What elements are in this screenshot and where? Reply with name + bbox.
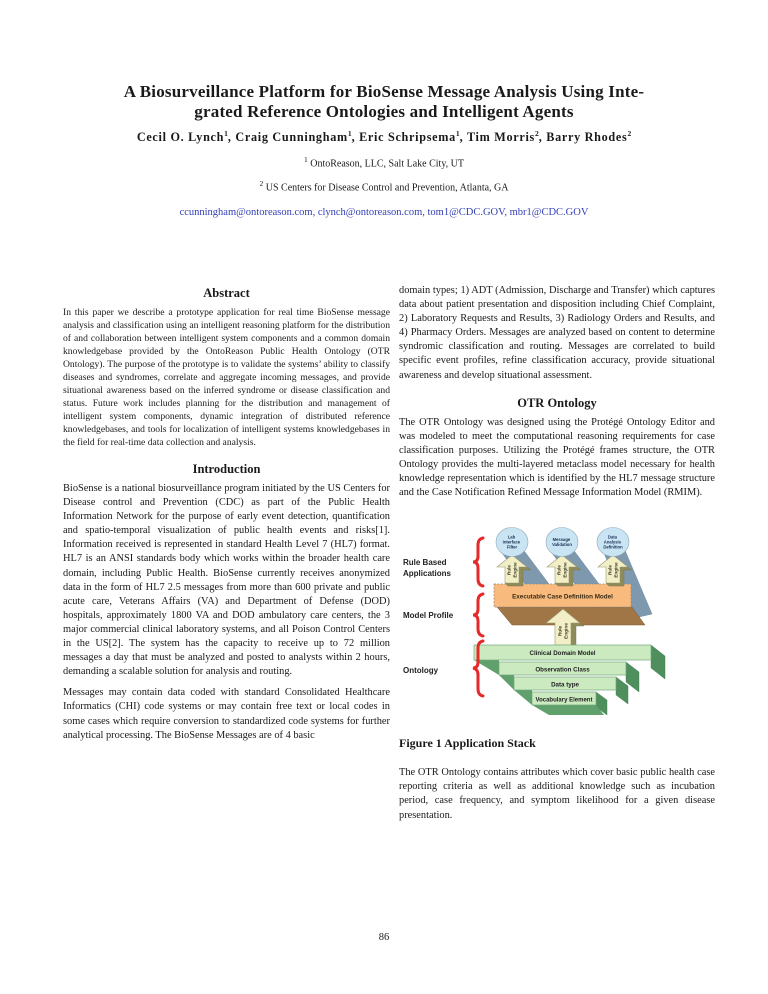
author-superscript: 1 <box>347 129 352 138</box>
application-stack-diagram <box>399 524 729 722</box>
otr-ontology-heading: OTR Ontology <box>517 395 597 410</box>
affiliation-line: $^1$ OntoReason, LLC, Salt Lake City, UT <box>303 155 465 170</box>
layer-label: Data type <box>551 681 579 689</box>
introduction-paragraph-2: Messages may contain data coded with standard Consolidated Healthcare Informatics (CHI) code systems or may contain free text or local codes in some cases which require conversion to standardized code systems for further analytical processing. The BioSense Messages are of 4 basic <box>63 687 390 741</box>
affiliation-line: $^2$ US Centers for Disease Control and Prevention, Atlanta, GA <box>259 179 509 194</box>
left-column <box>63 286 390 750</box>
author: Tim Morris$^2$, <box>466 129 547 145</box>
rule-based-applications-label: Rule Based Applications <box>403 558 452 579</box>
otr-ontology-paragraph: The OTR Ontology was designed using the Protégé Ontology Editor and was modeled to meet the computational reasoning requirements for case classification purposes. Utilizing the Protégé frames structure, the OTR Ontology provides the multi-layered metaclass model necessary for health knowledge representation which is identified by the HL7 message structure and the Case Notification Refined Message Information Model (RMIM). <box>399 416 715 499</box>
svg-text:Rule: Rule <box>556 565 562 576</box>
introduction-heading: Introduction <box>192 462 261 476</box>
svg-text:Engine: Engine <box>564 623 570 640</box>
ontology-label: Ontology <box>403 666 439 676</box>
page-header <box>0 82 768 218</box>
title-line-2: grated Reference Ontologies and Intelligent Agents <box>194 101 574 121</box>
otr-attributes-paragraph: The OTR Ontology contains attributes which cover basic public health case reporting criteria as well as additional knowledge such as incubation period, case frequency, and symptom likelihood for a given disease presentation. <box>399 767 715 821</box>
svg-text:Engine: Engine <box>613 562 619 578</box>
author-superscript: 1 <box>455 129 460 138</box>
layer-step <box>514 690 532 705</box>
svg-text:Rule: Rule <box>558 626 564 637</box>
author: Barry Rhodes$^2$ <box>546 129 632 145</box>
svg-text:Message Validation: Message Validation <box>552 537 572 548</box>
right-column <box>399 284 715 830</box>
svg-text:Engine: Engine <box>512 562 518 578</box>
svg-text:Data Analysis: Data Analysis Definition <box>603 534 623 550</box>
author-line <box>0 129 768 145</box>
title-line-1: A Biosurveillance Platform for BioSense Message Analysis Using Inte- <box>123 82 645 101</box>
application-stack-figure <box>399 524 715 751</box>
author: Eric Schripsema$^1$, <box>359 129 467 145</box>
balloon-lab-interface-filter <box>496 528 528 557</box>
balloon-message-validation <box>546 528 578 557</box>
page-number: 86 <box>378 932 390 943</box>
model-profile-label: Model Profile <box>403 611 454 621</box>
affiliation-superscript: 2 <box>259 179 264 189</box>
affiliation-superscript: 1 <box>303 155 308 165</box>
curly-brace-icon <box>473 594 483 636</box>
layer-label: Observation Class <box>535 666 590 674</box>
author-superscript: 1 <box>224 129 228 138</box>
svg-text:Rule: Rule <box>607 565 613 576</box>
paper-title <box>53 82 715 121</box>
svg-text:Engine: Engine <box>562 562 568 578</box>
author: Cecil O. Lynch$^1$, <box>136 129 236 145</box>
layer-step <box>499 675 514 690</box>
executable-bar-label: Executable Case Definition Model <box>512 593 613 601</box>
author-superscript: 2 <box>627 129 632 138</box>
abstract-body: In this paper we describe a prototype application for real time BioSense message analysis and classification using an intelligent reasoning platform for the distribution of and collaboration between intelligent system components and a common domain knowledgebase provided by the OntoReason Public Health Ontology (OTR Ontology). The purpose of the prototype is to validate the systems’ ability to classify diseases and syndromes, correlate and aggregate incoming messages, and provide situational awareness based on the inferred syndrome or disease classification and status. Future work includes planning for the distribution and management of intelligent system components, dynamic integration of distributed reference knowledgebases, and tools for localization of intelligent systems knowledgebases in the field for real-time data collection and analysis. <box>63 307 390 448</box>
layer-side <box>651 645 665 679</box>
author-superscript: 2 <box>535 129 539 138</box>
layer-step <box>532 705 604 715</box>
figure-caption: Figure 1 Application Stack <box>399 736 536 751</box>
layer-label: Clinical Domain Model <box>529 650 596 658</box>
domain-types-paragraph: domain types; 1) ADT (Admission, Discharge and Transfer) which captures data about patient presentation and disposition including Chief Complaint, 2) Laboratory Requests and Results, 3) Radiology Orders and Results, and 4) Pharmacy Orders. Messages are analyzed based on content to determine syndromic classification and routing. Messages are correlated to build specific event profiles, refine classification accuracy, provide situational awareness and develop situational assessment. <box>399 285 715 381</box>
balloon-data-analysis-definition <box>597 528 629 557</box>
introduction-paragraph-1: BioSense is a national biosurveillance program initiated by the US Centers for Disease control and Prevention (CDC) as part of the Public Health Information Network for the purpose of early event detection, quantification and spatio-temporal visualization of public health events and risks[1]. Information received is represented in standard Health Level 7 (HL7) format. HL7 is an ANSI standards body which works within the broader health care domain, including Public Health. BioSense currently receives anonymized data in the form of HL7 2.5 messages from more than 600 private and public acute care, Veterans Affairs (VA) and Department of Defense (DOD) hospitals, approximately 1800 VA and DOD ambulatory care centers, the 3 major commercial clinical laboratory systems, and all Poison Control Centers in the US[2]. The system has the capacity to receive up to 72 million messages a day that must be analyzed and posted to analysts within 2 hours, demanding a scalable solution for analysis and routing. <box>63 483 390 678</box>
curly-brace-icon <box>473 538 483 586</box>
abstract-heading: Abstract <box>203 286 250 300</box>
email-links[interactable]: ccunningham@ontoreason.com, clynch@ontoreason.com, tom1@CDC.GOV, mbr1@CDC.GOV <box>179 206 589 218</box>
svg-text:Rule: Rule <box>506 565 512 576</box>
author: Craig Cunningham$^1$, <box>235 129 360 145</box>
svg-text:Lab Interface: Lab Interface Filter <box>502 534 521 550</box>
layer-label: Vocabulary Element <box>535 697 593 704</box>
